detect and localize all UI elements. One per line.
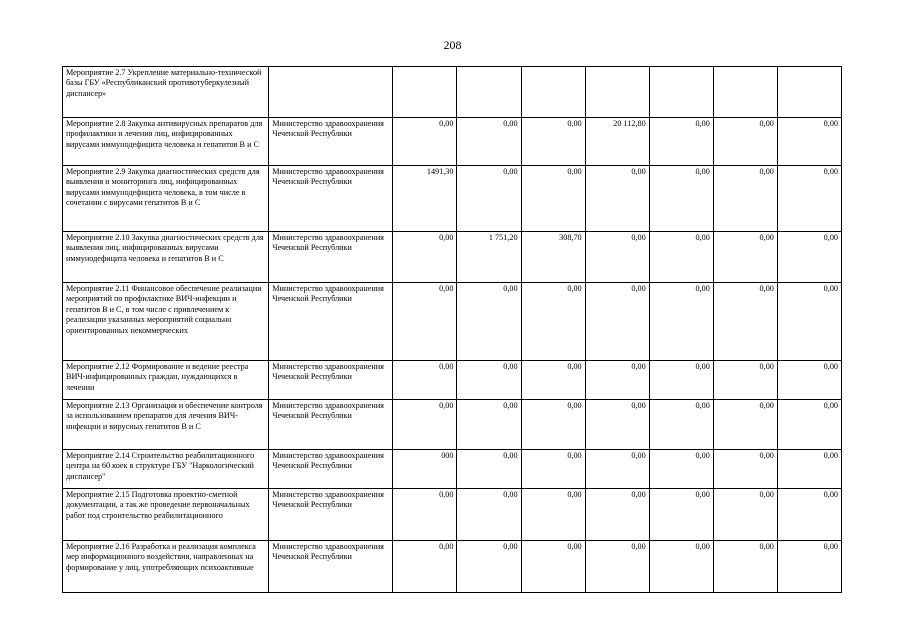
table-row [63,489,842,541]
value-cell: 0,00 [521,541,585,593]
value-cell [713,67,777,118]
value-cell [393,67,457,118]
table-row [63,450,842,489]
value-cell: 0,00 [457,400,521,450]
value-cell: 0,00 [649,489,713,541]
event-cell: Мероприятие 2.8 Закупка антивирусных препаратов для профилактики и лечения лиц, инфицированных вирусами иммунодефицита человека и гепатитов В и С [63,118,269,166]
value-cell: 0,00 [521,118,585,166]
event-cell: Мероприятие 2.14 Строительство реабилитационного центра на 60 коек в структуре ГБУ "Наркологический диспансер" [63,450,269,489]
value-cell: 0,00 [649,361,713,400]
table-row [63,361,842,400]
table-row [63,67,842,118]
value-cell: 0,00 [585,541,649,593]
value-cell: 000 [393,450,457,489]
event-cell: Мероприятие 2.10 Закупка диагностических средств для выявления лиц, инфицированных вирусами иммунодефицита человека и гепатитов В и С [63,232,269,283]
value-cell: 20 112,80 [585,118,649,166]
executor-cell: Министерство здравоохранения Чеченской Республики [269,166,393,232]
value-cell: 0,00 [713,489,777,541]
value-cell: 0,00 [521,450,585,489]
value-cell: 0,00 [777,232,841,283]
event-cell: Мероприятие 2.12 Формирование и ведение реестра ВИЧ-инфицированных граждан, нуждающихся в лечении [63,361,269,400]
table-row [63,232,842,283]
value-cell: 0,00 [713,541,777,593]
value-cell: 1491,30 [393,166,457,232]
value-cell: 0,00 [585,283,649,361]
value-cell: 0,00 [393,232,457,283]
value-cell: 0,00 [649,541,713,593]
executor-cell: Министерство здравоохранения Чеченской Республики [269,450,393,489]
table-row [63,166,842,232]
value-cell [585,67,649,118]
value-cell [457,67,521,118]
value-cell: 0,00 [713,400,777,450]
value-cell: 0,00 [649,232,713,283]
value-cell: 0,00 [713,450,777,489]
value-cell: 308,70 [521,232,585,283]
value-cell: 0,00 [777,541,841,593]
value-cell: 0,00 [649,118,713,166]
value-cell: 0,00 [457,450,521,489]
value-cell: 0,00 [585,400,649,450]
value-cell: 0,00 [457,541,521,593]
value-cell: 0,00 [649,450,713,489]
value-cell: 0,00 [777,361,841,400]
value-cell: 0,00 [585,450,649,489]
value-cell: 0,00 [521,400,585,450]
value-cell: 0,00 [393,400,457,450]
value-cell: 0,00 [585,166,649,232]
value-cell: 0,00 [777,118,841,166]
value-cell [649,67,713,118]
executor-cell: Министерство здравоохранения Чеченской Республики [269,361,393,400]
value-cell: 0,00 [457,361,521,400]
value-cell: 0,00 [457,489,521,541]
event-cell: Мероприятие 2.11 Финансовое обеспечение реализации мероприятий по профилактике ВИЧ-инфекции и гепатитов В и С, в том числе с привлечением к реализации указанных мероприятий социально ориентированных некоммерческих [63,283,269,361]
value-cell: 0,00 [713,283,777,361]
table-row [63,400,842,450]
executor-cell: Министерство здравоохранения Чеченской Республики [269,541,393,593]
value-cell: 0,00 [457,118,521,166]
value-cell: 0,00 [777,283,841,361]
value-cell: 0,00 [521,361,585,400]
value-cell: 1 751,20 [457,232,521,283]
executor-cell [269,67,393,118]
value-cell: 0,00 [393,489,457,541]
executor-cell: Министерство здравоохранения Чеченской Республики [269,283,393,361]
executor-cell: Министерство здравоохранения Чеченской Республики [269,400,393,450]
value-cell: 0,00 [585,361,649,400]
table-row [63,118,842,166]
value-cell: 0,00 [393,361,457,400]
value-cell: 0,00 [585,489,649,541]
budget-table [62,66,842,593]
value-cell [521,67,585,118]
executor-cell: Министерство здравоохранения Чеченской Республики [269,118,393,166]
value-cell: 0,00 [777,489,841,541]
table-row [63,283,842,361]
value-cell: 0,00 [713,166,777,232]
page-number: 208 [443,38,462,52]
value-cell [777,67,841,118]
value-cell: 0,00 [457,166,521,232]
executor-cell: Министерство здравоохранения Чеченской Республики [269,489,393,541]
value-cell: 0,00 [393,283,457,361]
value-cell: 0,00 [713,118,777,166]
value-cell: 0,00 [713,361,777,400]
event-cell: Мероприятие 2.16 Разработка и реализация комплекса мер информационного воздействия, направленных на формирование у лиц, употребляющих психоактивные [63,541,269,593]
executor-cell: Министерство здравоохранения Чеченской Республики [269,232,393,283]
value-cell: 0,00 [777,400,841,450]
value-cell: 0,00 [649,283,713,361]
value-cell: 0,00 [585,232,649,283]
table-row [63,541,842,593]
value-cell: 0,00 [649,400,713,450]
value-cell: 0,00 [521,283,585,361]
value-cell: 0,00 [457,283,521,361]
value-cell: 0,00 [521,489,585,541]
value-cell: 0,00 [777,166,841,232]
value-cell: 0,00 [713,232,777,283]
value-cell: 0,00 [521,166,585,232]
event-cell: Мероприятие 2.9 Закупка диагностических средств для выявления и мониторинга лиц, инфицированных вирусами иммунодефицита человека, в том числе в сочетании с вирусами гепатитов В и С [63,166,269,232]
value-cell: 0,00 [393,541,457,593]
event-cell: Мероприятие 2.13 Организация и обеспечение контроля за использованием препаратов для лечения ВИЧ-инфекции и вирусных гепатитов В и С [63,400,269,450]
event-cell: Мероприятие 2.15 Подготовка проектно-сметной документации, а так же проведение первоначальных работ под строительство реабилитационного [63,489,269,541]
value-cell: 0,00 [777,450,841,489]
event-cell: Мероприятие 2.7 Укрепление материально-технической базы ГБУ «Республиканский противотуберкулезный диспансер» [63,67,269,118]
value-cell: 0,00 [393,118,457,166]
value-cell: 0,00 [649,166,713,232]
